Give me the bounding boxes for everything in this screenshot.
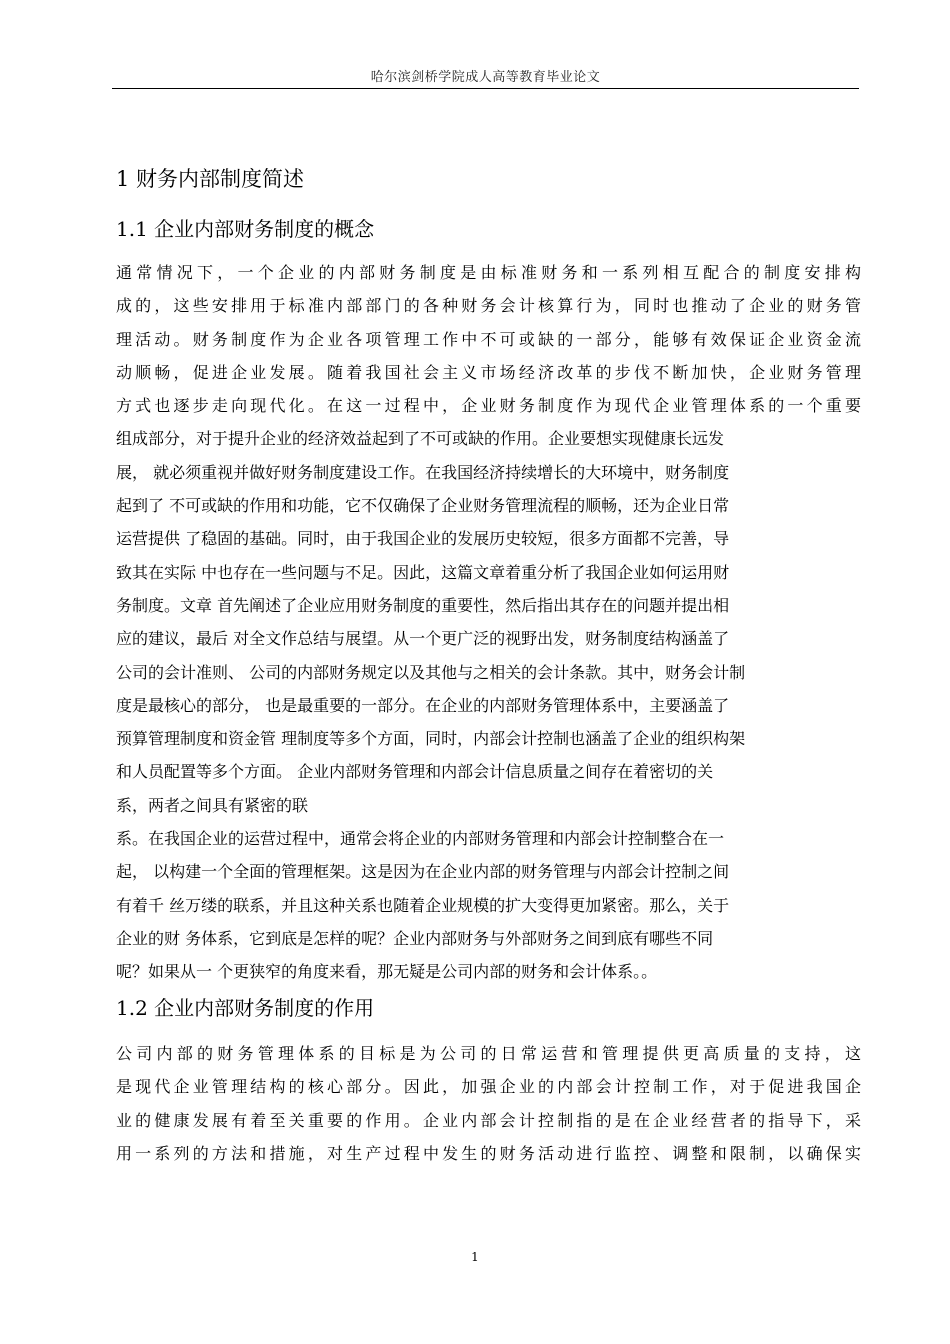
text-line: 企业的财 务体系，它到底是怎样的呢？企业内部财务与外部财务之间到底有哪些不同 <box>116 928 714 948</box>
text-line: 是现代企业管理结构的核心部分。因此，加强企业的内部会计控制工作，对于促进我国企 <box>116 1077 861 1097</box>
text-line: 公司内部的财务管理体系的目标是为公司的日常运营和管理提供更高质量的支持，这 <box>116 1044 861 1063</box>
text-line: 致其在实际 中也存在一些问题与不足。因此，这篇文章着重分析了我国企业如何运用财 <box>116 562 730 582</box>
header-rule <box>112 88 859 89</box>
text-line: 理活动。财务制度作为企业各项管理工作中不可或缺的一部分，能够有效保证企业资金流 <box>116 329 861 349</box>
section-heading-1-2: 1.2 企业内部财务制度的作用 <box>116 996 375 1020</box>
text-line: 通常情况下，一个企业的内部财务制度是由标准财务和一系列相互配合的制度安排构 <box>116 263 861 282</box>
text-line: 呢？如果从一 个更狭窄的角度来看，那无疑是公司内部的财务和会计体系。。 <box>116 962 658 982</box>
text-line: 务制度。文章 首先阐述了企业应用财务制度的重要性，然后指出其存在的问题并提出相 <box>116 595 730 615</box>
section-1-1-body <box>116 256 861 989</box>
text-line: 系，两者之间具有紧密的联 <box>116 795 309 815</box>
text-line: 方式也逐步走向现代化。在这一过程中，企业财务制度作为现代企业管理体系的一个重要 <box>116 396 861 416</box>
text-line: 系。在我国企业的运营过程中，通常会将企业的内部财务管理和内部会计控制整合在一 <box>116 829 725 849</box>
section-1-2-body <box>116 1037 861 1170</box>
text-line: 业的健康发展有着至关重要的作用。企业内部会计控制指的是在企业经营者的指导下，采 <box>116 1110 861 1130</box>
text-line: 组成部分，对于提升企业的经济效益起到了不可或缺的作用。企业要想实现健康长远发 <box>116 429 725 449</box>
page-number: 1 <box>471 1250 479 1264</box>
text-line: 动顺畅，促进企业发展。随着我国社会主义市场经济改革的步伐不断加快，企业财务管理 <box>116 362 861 382</box>
text-line: 起， 以构建一个全面的管理框架。这是因为在企业内部的财务管理与内部会计控制之间 <box>116 862 730 882</box>
text-line: 预算管理制度和资金管 理制度等多个方面，同时，内部会计控制也涵盖了企业的组织构架 <box>116 729 746 749</box>
text-line: 和人员配置等多个方面。 企业内部财务管理和内部会计信息质量之间存在着密切的关 <box>116 762 714 782</box>
text-line: 成的，这些安排用于标准内部部门的各种财务会计核算行为，同时也推动了企业的财务管 <box>116 296 861 316</box>
text-line: 运营提供 了稳固的基础。同时，由于我国企业的发展历史较短，很多方面都不完善，导 <box>116 529 730 549</box>
text-line: 有着千 丝万缕的联系，并且这种关系也随着企业规模的扩大变得更加紧密。那么，关于 <box>116 895 730 915</box>
text-line: 度是最核心的部分， 也是最重要的一部分。在企业的内部财务管理体系中，主要涵盖了 <box>116 695 730 715</box>
text-line: 公司的会计准则、 公司的内部财务规定以及其他与之相关的会计条款。其中，财务会计制 <box>116 662 746 682</box>
text-line: 起到了 不可或缺的作用和功能，它不仅确保了企业财务管理流程的顺畅，还为企业日常 <box>116 496 730 516</box>
text-line: 用一系列的方法和措施，对生产过程中发生的财务活动进行监控、调整和限制，以确保实 <box>116 1143 861 1163</box>
text-line: 应的建议，最后 对全文作总结与展望。从一个更广泛的视野出发，财务制度结构涵盖了 <box>116 629 730 649</box>
section-heading-1-1: 1.1 企业内部财务制度的概念 <box>116 217 375 241</box>
chapter-heading: 1 财务内部制度简述 <box>116 167 305 191</box>
text-line: 展， 就必须重视并做好财务制度建设工作。在我国经济持续增长的大环境中，财务制度 <box>116 462 730 482</box>
page-header: 哈尔滨剑桥学院成人高等教育毕业论文 <box>370 70 601 85</box>
